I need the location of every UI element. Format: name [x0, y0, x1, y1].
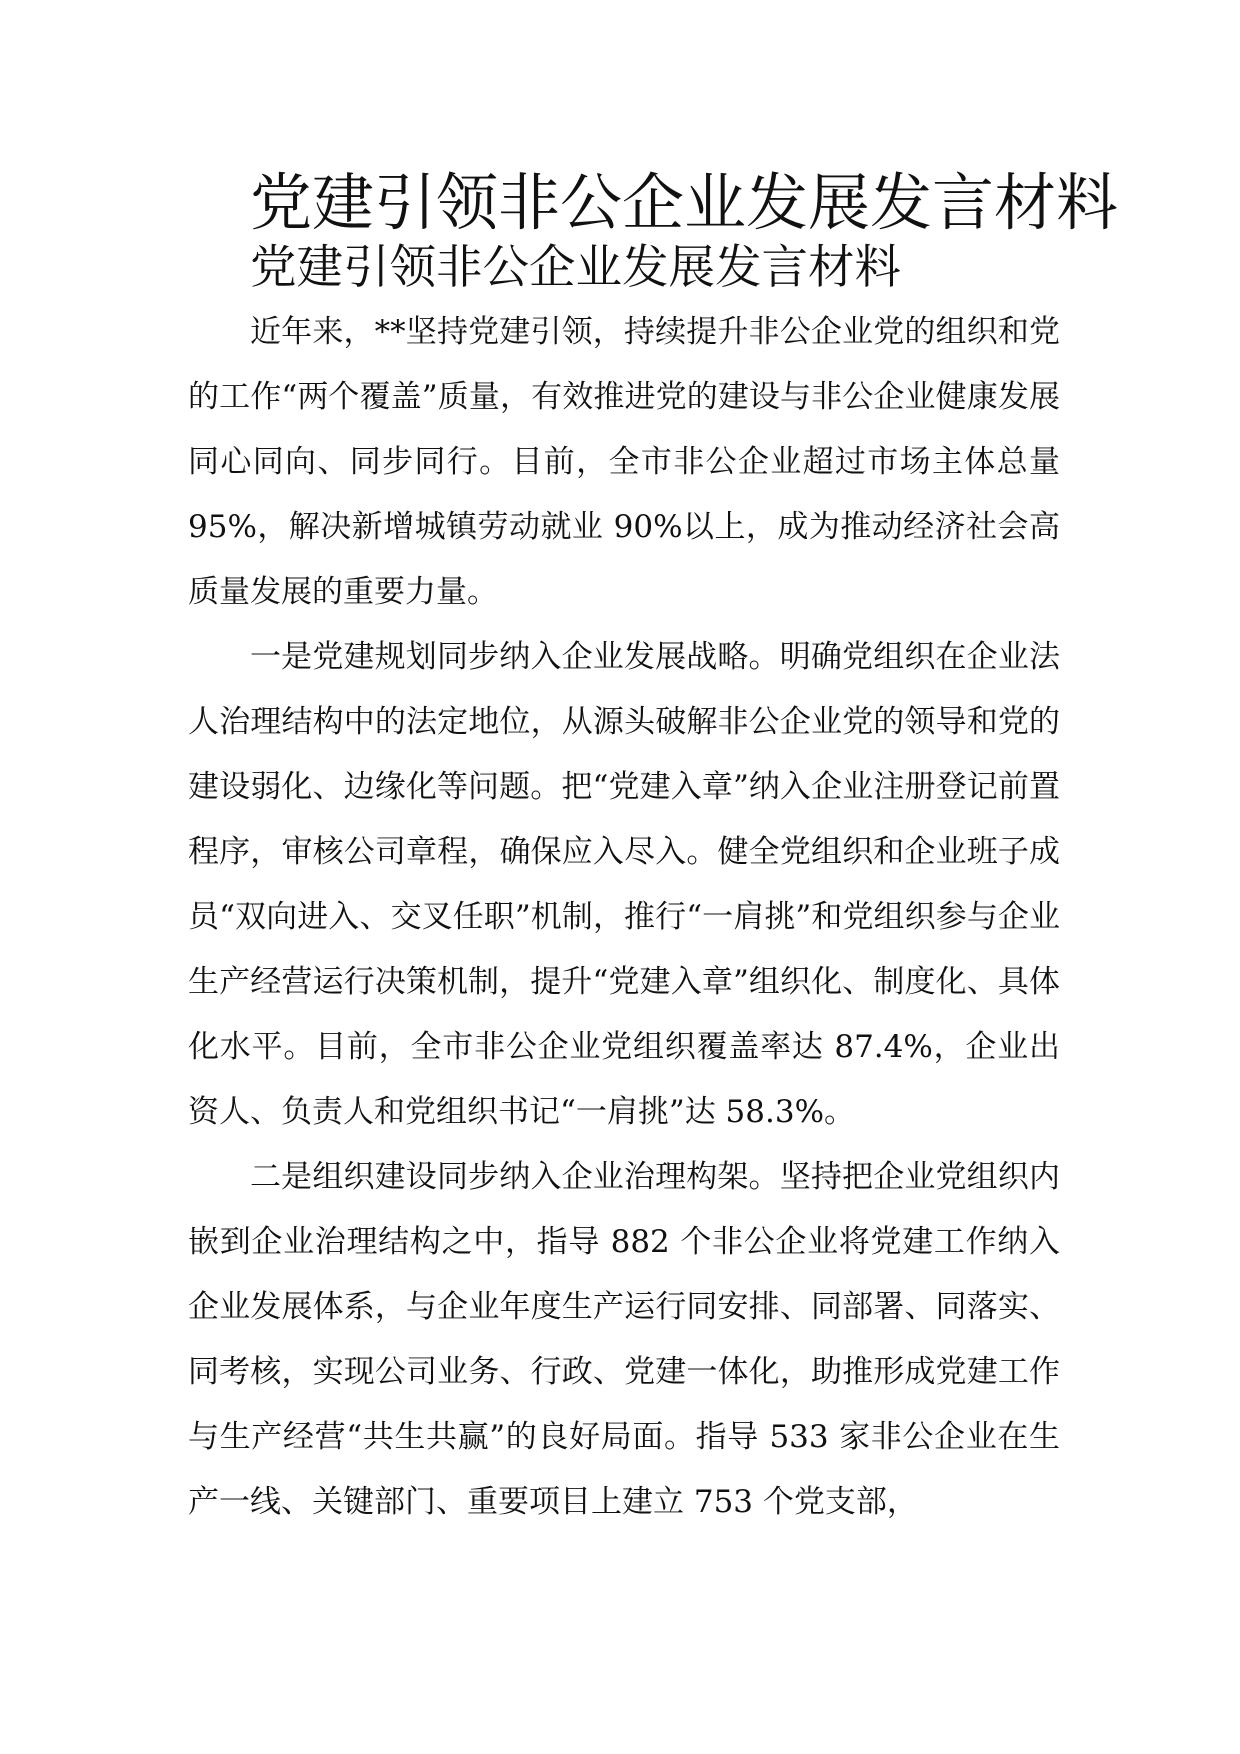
- paragraph-point-two: 二是组织建设同步纳入企业治理构架。坚持把企业党组织内嵌到企业治理结构之中，指导 882 个非公企业将党建工作纳入企业发展体系，与企业年度生产运行同安排、同部署、同落实、同考核，实现公司业务、行政、党建一体化，助推形成党建工作与生产经营“共生共赢”的良好局面。指导 533 家非公企业在生产一线、关键部门、重要项目上建立 753 个党支部，: [188, 1159, 1060, 1520]
- paragraph-point-one: 一是党建规划同步纳入企业发展战略。明确党组织在企业法人治理结构中的法定地位，从源头破解非公企业党的领导和党的建设弱化、边缘化等问题。把“党建入章”纳入企业注册登记前置程序，审核公司章程，确保应入尽入。健全党组织和企业班子成员“双向进入、交叉任职”机制，推行“一肩挑”和党组织参与企业生产经营运行决策机制，提升“党建入章”组织化、制度化、具体化水平。目前，全市非公企业党组织覆盖率达 87.4%，企业出资人、负责人和党组织书记“一肩挑”达 58.3%。: [188, 639, 1060, 1130]
- paragraph-intro: 近年来，**坚持党建引领，持续提升非公企业党的组织和党的工作“两个覆盖”质量，有效推进党的建设与非公企业健康发展同心同向、同步同行。目前，全市非公企业超过市场主体总量 95%，解决新增城镇劳动就业 90%以上，成为推动经济社会高质量发展的重要力量。: [188, 314, 1060, 610]
- document-subtitle: 党建引领非公企业发展发言材料: [250, 240, 901, 294]
- document-title: 党建引领非公企业发展发言材料: [250, 166, 1119, 239]
- document-body: [188, 166, 1119, 1535]
